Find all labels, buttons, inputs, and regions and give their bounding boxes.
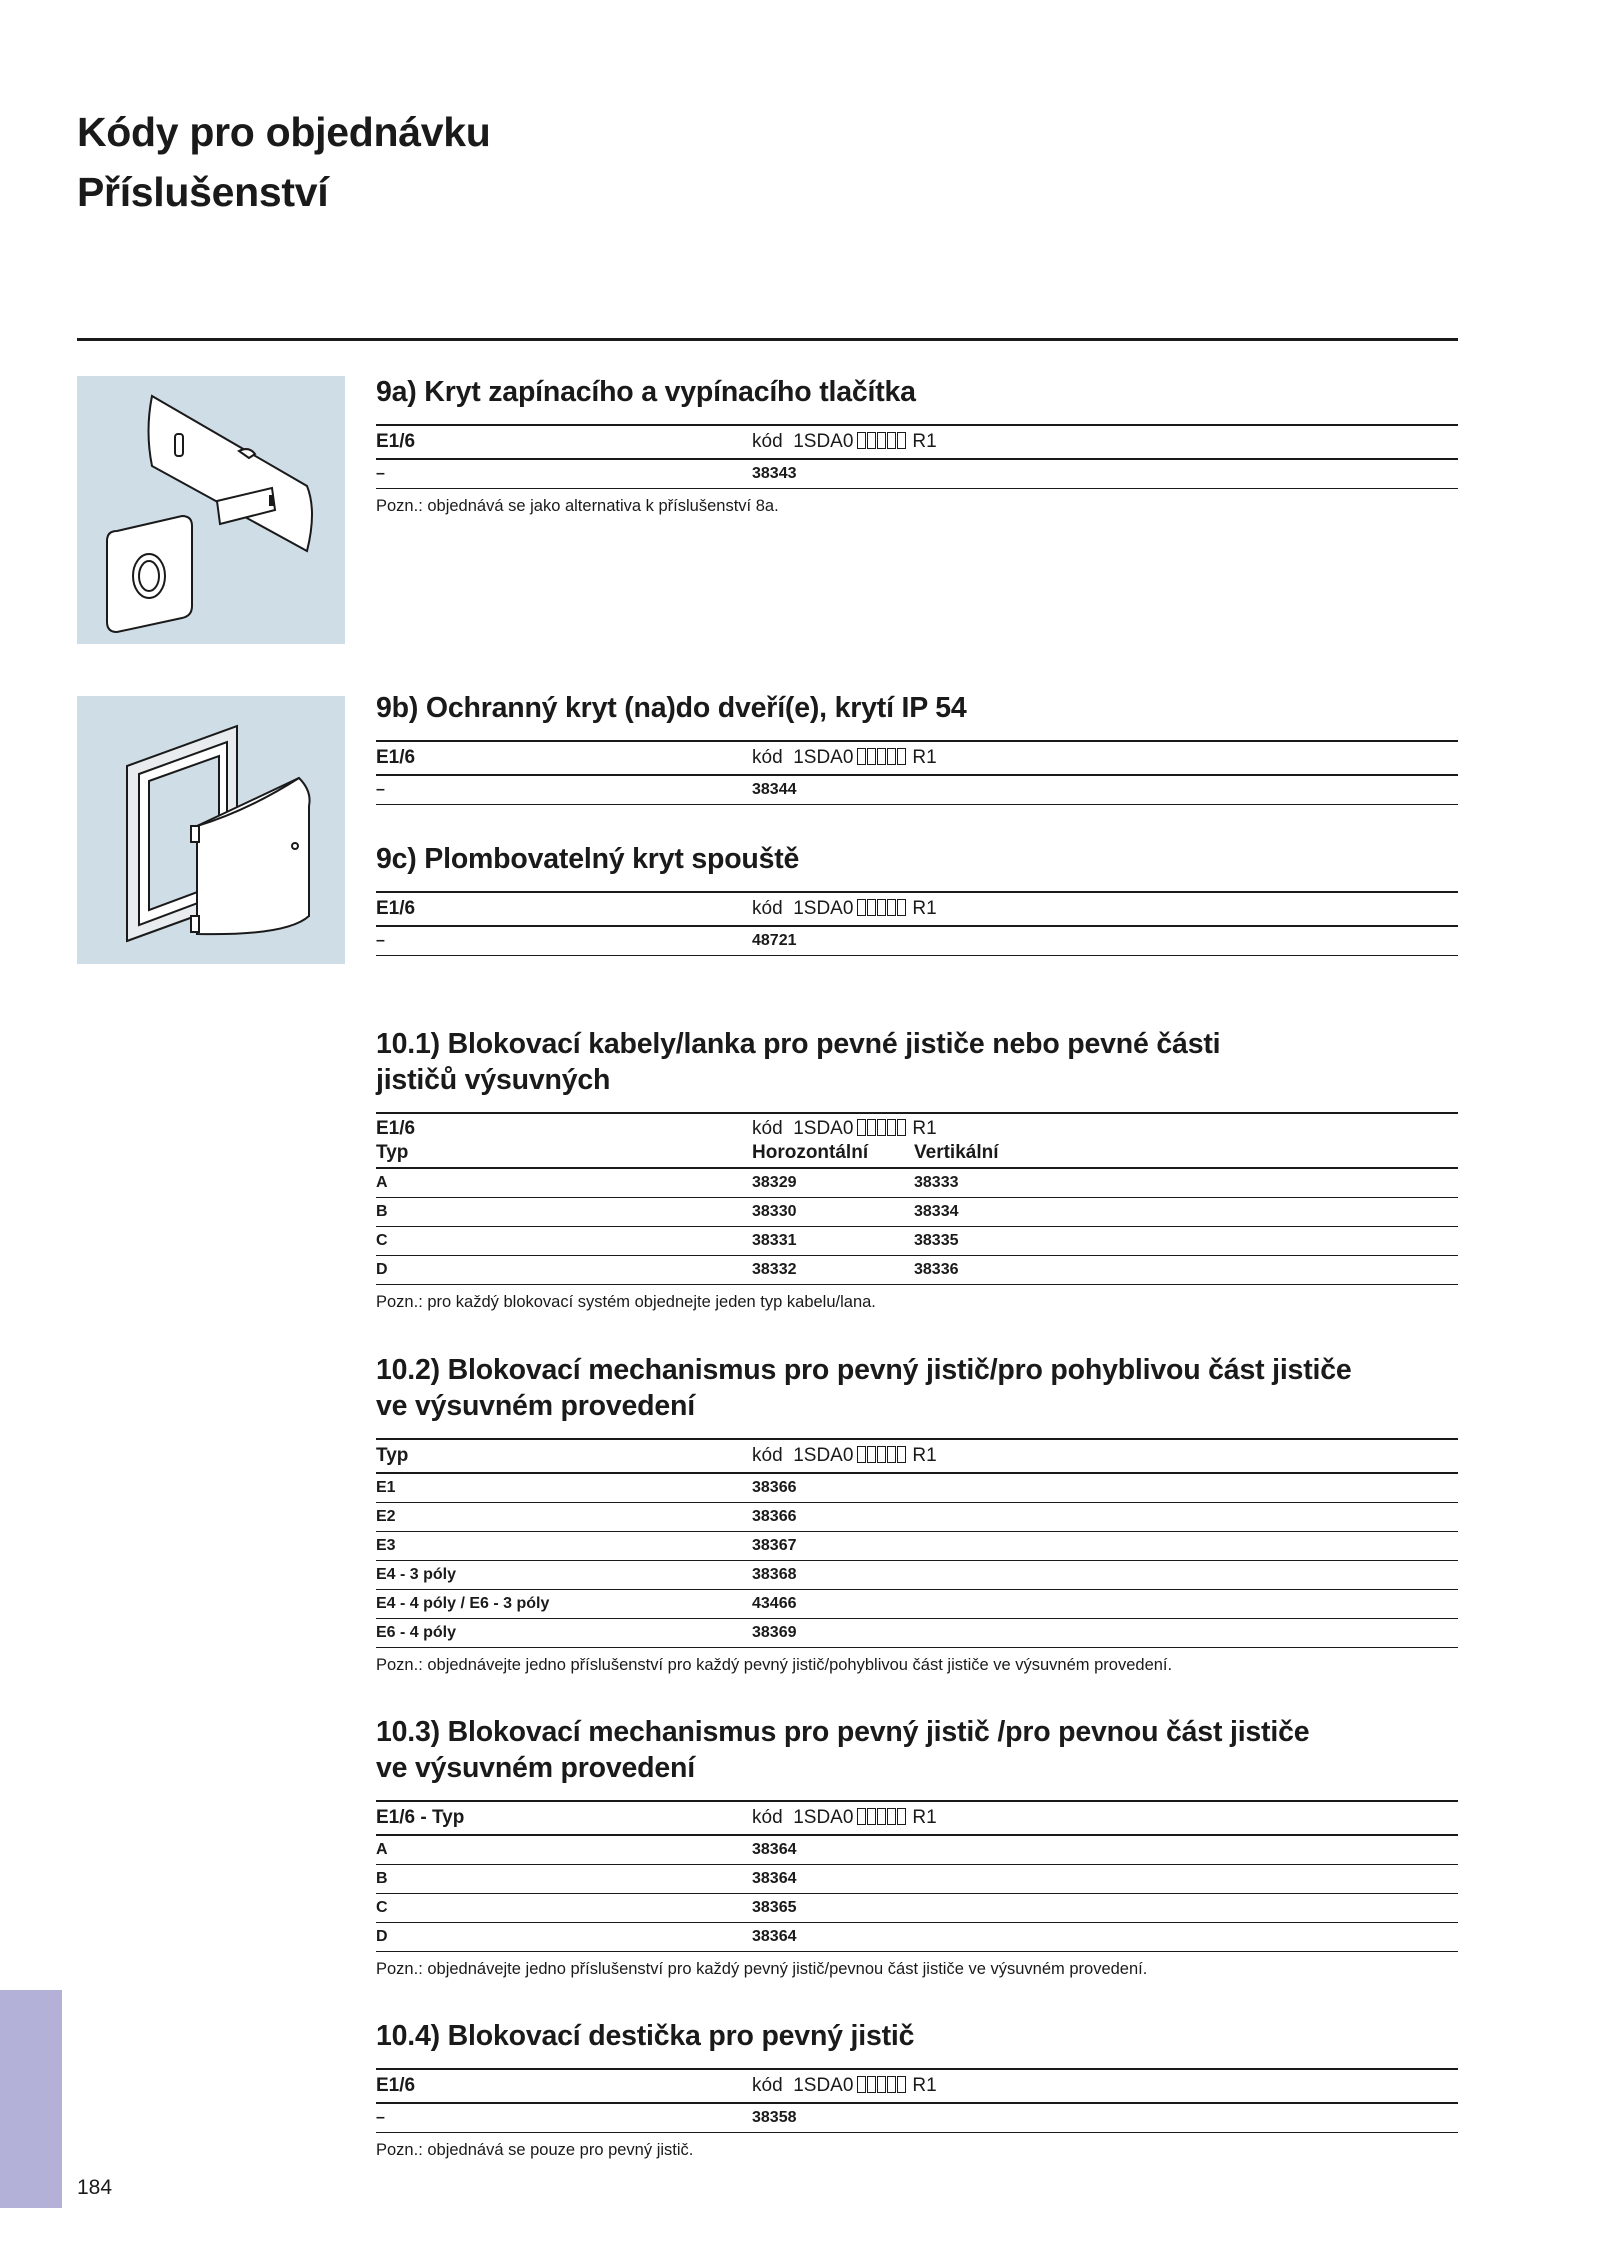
table-row: C 38331 38335 xyxy=(376,1227,1458,1256)
code-placeholder-boxes xyxy=(857,748,906,765)
button-cover-illustration xyxy=(77,376,345,644)
code-placeholder-boxes xyxy=(857,2076,906,2093)
table-row: D 38364 xyxy=(376,1923,1458,1952)
table-row: – 38344 xyxy=(376,776,1458,805)
table-row: B 38364 xyxy=(376,1865,1458,1894)
header-type: Typ xyxy=(376,1142,409,1163)
section-title: 9b) Ochranný kryt (na)do dveří(e), krytí IP 54 xyxy=(376,692,967,724)
code-header: kód 1SDA0 R1 xyxy=(752,1118,937,1139)
page-title-line1: Kódy pro objednávku xyxy=(77,109,491,155)
section-10-2 xyxy=(376,1352,1458,1676)
table-row: E2 38366 xyxy=(376,1503,1458,1532)
table-header xyxy=(376,1112,1458,1169)
door-cover-illustration xyxy=(77,696,345,964)
section-title: 10.2) Blokovací mechanismus pro pevný jistič/pro pohyblivou část jističe ve výsuvném provedení xyxy=(376,1354,1352,1422)
page-title xyxy=(77,102,490,222)
section-9b xyxy=(376,690,1458,805)
header-col1: E1/6 xyxy=(376,1118,416,1139)
table-header xyxy=(376,2068,1458,2104)
table-row: B 38330 38334 xyxy=(376,1198,1458,1227)
page-number: 184 xyxy=(77,2176,113,2199)
section-note: Pozn.: objednává se jako alternativa k příslušenství 8a. xyxy=(376,497,779,515)
section-9c xyxy=(376,841,1458,956)
code-header: kód 1SDA0 R1 xyxy=(752,1445,937,1466)
header-divider xyxy=(77,338,1458,341)
table-header xyxy=(376,891,1458,927)
section-note: Pozn.: objednávejte jedno příslušenství pro každý pevný jistič/pevnou část jističe ve výsuvném provedení. xyxy=(376,1960,1148,1978)
code-header: kód 1SDA0 R1 xyxy=(752,431,937,452)
header-col1: Typ xyxy=(376,1445,409,1466)
code-placeholder-boxes xyxy=(857,899,906,916)
code-placeholder-boxes xyxy=(857,1808,906,1825)
table-header xyxy=(376,424,1458,460)
section-9a xyxy=(376,374,1458,517)
code-header: kód 1SDA0 R1 xyxy=(752,2075,937,2096)
code-header: kód 1SDA0 R1 xyxy=(752,747,937,768)
header-col1: E1/6 - Typ xyxy=(376,1807,465,1828)
code-placeholder-boxes xyxy=(857,1119,906,1136)
table-row: E6 - 4 póly 38369 xyxy=(376,1619,1458,1648)
table-header xyxy=(376,1800,1458,1836)
table-row: A 38329 38333 xyxy=(376,1169,1458,1198)
section-title: 10.3) Blokovací mechanismus pro pevný jistič /pro pevnou část jističe ve výsuvném provedení xyxy=(376,1716,1310,1784)
header-col1: E1/6 xyxy=(376,898,416,919)
code-placeholder-boxes xyxy=(857,432,906,449)
table-row: D 38332 38336 xyxy=(376,1256,1458,1285)
section-title: 9c) Plombovatelný kryt spouště xyxy=(376,843,800,875)
table-row: E4 - 3 póly 38368 xyxy=(376,1561,1458,1590)
code-header: kód 1SDA0 R1 xyxy=(752,898,937,919)
table-row: E3 38367 xyxy=(376,1532,1458,1561)
table-row: C 38365 xyxy=(376,1894,1458,1923)
table-header xyxy=(376,740,1458,776)
table-row: – 48721 xyxy=(376,927,1458,956)
header-col1: E1/6 xyxy=(376,2075,416,2096)
section-note: Pozn.: objednávejte jedno příslušenství pro každý pevný jistič/pohyblivou část jističe ve výsuvném provedení. xyxy=(376,1656,1173,1674)
code-placeholder-boxes xyxy=(857,1446,906,1463)
table-row: E4 - 4 póly / E6 - 3 póly 43466 xyxy=(376,1590,1458,1619)
section-10-1 xyxy=(376,1026,1458,1313)
chapter-color-tab xyxy=(0,1990,62,2208)
header-col1: E1/6 xyxy=(376,747,416,768)
header-vertical: Vertikální xyxy=(914,1142,999,1163)
table-row: – 38343 xyxy=(376,460,1458,489)
header-col1: E1/6 xyxy=(376,431,416,452)
section-title: 10.1) Blokovací kabely/lanka pro pevné jističe nebo pevné části jističů výsuvných xyxy=(376,1028,1221,1096)
page-title-line2: Příslušenství xyxy=(77,169,329,215)
section-title: 9a) Kryt zapínacího a vypínacího tlačítka xyxy=(376,376,916,408)
table-row: – 38358 xyxy=(376,2104,1458,2133)
table-row: E1 38366 xyxy=(376,1474,1458,1503)
section-10-3 xyxy=(376,1714,1458,1980)
table-row: A 38364 xyxy=(376,1836,1458,1865)
section-title: 10.4) Blokovací destička pro pevný jistič xyxy=(376,2020,915,2052)
header-horizontal: Horozontální xyxy=(752,1142,869,1163)
section-note: Pozn.: objednává se pouze pro pevný jistič. xyxy=(376,2141,694,2159)
table-header xyxy=(376,1438,1458,1474)
code-header: kód 1SDA0 R1 xyxy=(752,1807,937,1828)
section-10-4 xyxy=(376,2018,1458,2161)
section-note: Pozn.: pro každý blokovací systém objednejte jeden typ kabelu/lana. xyxy=(376,1293,876,1311)
